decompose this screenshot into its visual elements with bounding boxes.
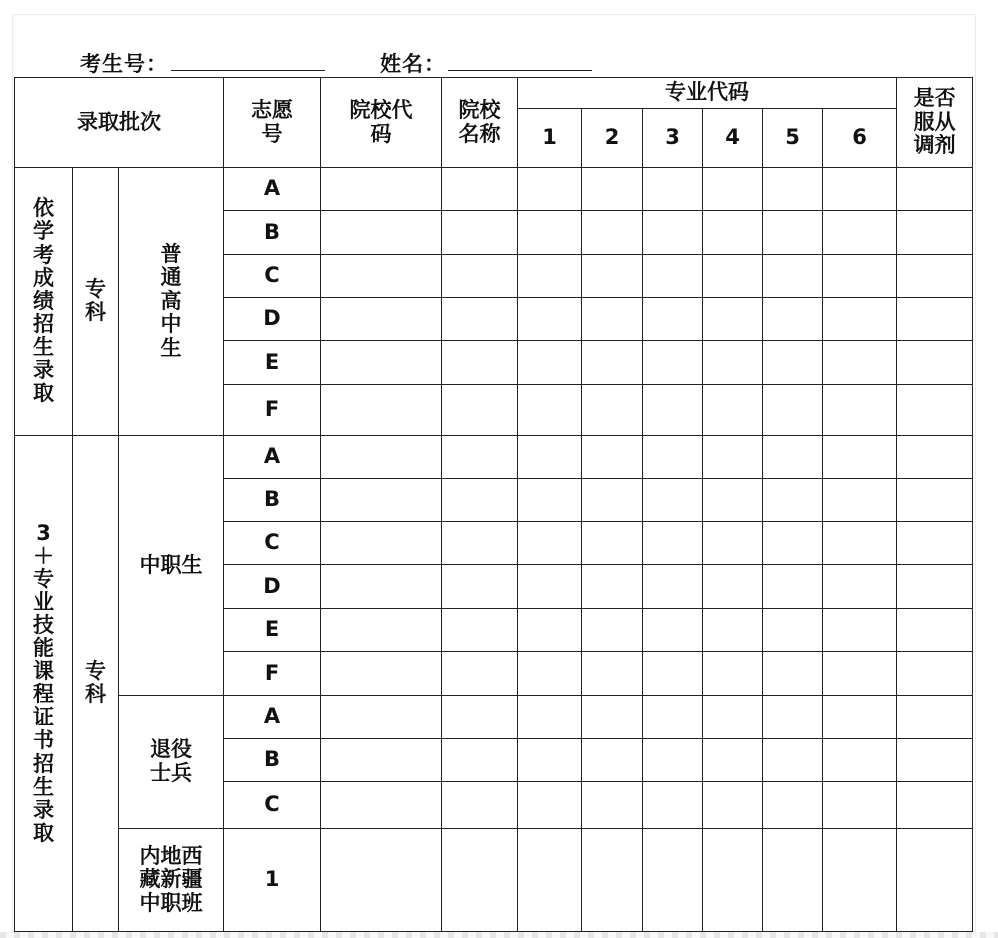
- input-cell[interactable]: [518, 652, 582, 696]
- major-col-2: 2: [582, 109, 643, 168]
- input-cell[interactable]: [823, 211, 897, 255]
- table-row: [15, 168, 973, 211]
- input-cell[interactable]: [321, 255, 442, 298]
- major-col-4: 4: [703, 109, 763, 168]
- wish-option-label: C: [224, 782, 321, 829]
- input-cell[interactable]: [823, 696, 897, 739]
- input-cell[interactable]: [321, 696, 442, 739]
- wish-option-label: B: [224, 479, 321, 522]
- input-cell[interactable]: [643, 739, 703, 782]
- wish-option-label: D: [224, 298, 321, 341]
- input-cell[interactable]: [703, 479, 763, 522]
- input-cell[interactable]: [763, 298, 823, 341]
- input-cell[interactable]: [643, 479, 703, 522]
- input-cell[interactable]: [321, 829, 442, 932]
- wish-option-label: B: [224, 211, 321, 255]
- input-cell[interactable]: [643, 168, 703, 211]
- header-major-codes: 专业代码: [518, 78, 897, 109]
- input-cell[interactable]: [763, 609, 823, 652]
- input-cell[interactable]: [442, 341, 518, 385]
- input-cell[interactable]: [897, 298, 973, 341]
- input-cell[interactable]: [763, 522, 823, 565]
- candidate-info-bar: [14, 44, 974, 76]
- candidate-no-field[interactable]: [171, 70, 325, 71]
- input-cell[interactable]: [703, 522, 763, 565]
- student-type-cell: 中职生: [119, 436, 224, 696]
- input-cell[interactable]: [582, 565, 643, 609]
- input-cell[interactable]: [897, 341, 973, 385]
- header-wish-no: 志愿号: [224, 78, 321, 168]
- table-row: [15, 436, 973, 479]
- input-cell[interactable]: [643, 829, 703, 932]
- input-cell[interactable]: [442, 782, 518, 829]
- input-cell[interactable]: [442, 436, 518, 479]
- input-cell[interactable]: [321, 341, 442, 385]
- input-cell[interactable]: [582, 211, 643, 255]
- input-cell[interactable]: [897, 782, 973, 829]
- input-cell[interactable]: [518, 782, 582, 829]
- major-col-6: 6: [823, 109, 897, 168]
- input-cell[interactable]: [518, 211, 582, 255]
- input-cell[interactable]: [582, 341, 643, 385]
- input-cell[interactable]: [518, 565, 582, 609]
- input-cell[interactable]: [442, 255, 518, 298]
- input-cell[interactable]: [442, 696, 518, 739]
- input-cell[interactable]: [703, 609, 763, 652]
- input-cell[interactable]: [442, 522, 518, 565]
- level-cell: 专科: [73, 436, 119, 932]
- input-cell[interactable]: [703, 385, 763, 436]
- input-cell[interactable]: [518, 255, 582, 298]
- input-cell[interactable]: [643, 696, 703, 739]
- input-cell[interactable]: [643, 341, 703, 385]
- input-cell[interactable]: [321, 385, 442, 436]
- major-col-5: 5: [763, 109, 823, 168]
- input-cell[interactable]: [582, 696, 643, 739]
- cut-off-text-strip: [0, 932, 998, 938]
- input-cell[interactable]: [823, 565, 897, 609]
- header-school-name: 院校名称: [442, 78, 518, 168]
- major-col-3: 3: [643, 109, 703, 168]
- input-cell[interactable]: [321, 609, 442, 652]
- wish-option-label: A: [224, 696, 321, 739]
- input-cell[interactable]: [321, 479, 442, 522]
- input-cell[interactable]: [823, 168, 897, 211]
- input-cell[interactable]: [442, 829, 518, 932]
- major-col-1: 1: [518, 109, 582, 168]
- input-cell[interactable]: [703, 436, 763, 479]
- input-cell[interactable]: [582, 385, 643, 436]
- input-cell[interactable]: [518, 436, 582, 479]
- input-cell[interactable]: [823, 479, 897, 522]
- input-cell[interactable]: [643, 436, 703, 479]
- input-cell[interactable]: [518, 298, 582, 341]
- input-cell[interactable]: [518, 829, 582, 932]
- input-cell[interactable]: [442, 298, 518, 341]
- input-cell[interactable]: [643, 522, 703, 565]
- input-cell[interactable]: [442, 565, 518, 609]
- input-cell[interactable]: [643, 211, 703, 255]
- category-cell: 3＋专业技能课程证书招生录取: [15, 436, 73, 932]
- input-cell[interactable]: [643, 565, 703, 609]
- wish-option-label: E: [224, 609, 321, 652]
- level-cell: 专科: [73, 168, 119, 436]
- input-cell[interactable]: [703, 255, 763, 298]
- input-cell[interactable]: [763, 829, 823, 932]
- input-cell[interactable]: [442, 168, 518, 211]
- name-field[interactable]: [448, 70, 592, 71]
- input-cell[interactable]: [518, 696, 582, 739]
- name-label: 姓名：: [380, 52, 446, 76]
- header-adjust: 是否服从调剂: [897, 78, 973, 168]
- wish-option-label: E: [224, 341, 321, 385]
- input-cell[interactable]: [763, 739, 823, 782]
- input-cell[interactable]: [643, 385, 703, 436]
- table-row: [15, 696, 973, 739]
- input-cell[interactable]: [321, 565, 442, 609]
- input-cell[interactable]: [643, 255, 703, 298]
- input-cell[interactable]: [582, 609, 643, 652]
- input-cell[interactable]: [321, 298, 442, 341]
- wish-option-label: F: [224, 652, 321, 696]
- wish-option-label: 1: [224, 829, 321, 932]
- input-cell[interactable]: [582, 829, 643, 932]
- input-cell[interactable]: [763, 255, 823, 298]
- input-cell[interactable]: [582, 436, 643, 479]
- input-cell[interactable]: [703, 211, 763, 255]
- input-cell[interactable]: [518, 522, 582, 565]
- header-school-code: 院校代码: [321, 78, 442, 168]
- input-cell[interactable]: [823, 829, 897, 932]
- input-cell[interactable]: [823, 652, 897, 696]
- input-cell[interactable]: [442, 609, 518, 652]
- input-cell[interactable]: [442, 652, 518, 696]
- input-cell[interactable]: [823, 436, 897, 479]
- input-cell[interactable]: [582, 479, 643, 522]
- input-cell[interactable]: [823, 609, 897, 652]
- input-cell[interactable]: [897, 652, 973, 696]
- header-batch: 录取批次: [15, 78, 224, 168]
- input-cell[interactable]: [582, 782, 643, 829]
- input-cell[interactable]: [897, 168, 973, 211]
- volunteer-form-table: [14, 77, 973, 932]
- input-cell[interactable]: [897, 436, 973, 479]
- input-cell[interactable]: [763, 696, 823, 739]
- input-cell[interactable]: [582, 168, 643, 211]
- input-cell[interactable]: [703, 829, 763, 932]
- wish-option-label: A: [224, 436, 321, 479]
- input-cell[interactable]: [897, 565, 973, 609]
- input-cell[interactable]: [897, 211, 973, 255]
- student-type-cell: 内地西藏新疆中职班: [119, 829, 224, 932]
- input-cell[interactable]: [582, 522, 643, 565]
- input-cell[interactable]: [897, 696, 973, 739]
- input-cell[interactable]: [703, 298, 763, 341]
- input-cell[interactable]: [763, 479, 823, 522]
- input-cell[interactable]: [321, 652, 442, 696]
- input-cell[interactable]: [703, 782, 763, 829]
- input-cell[interactable]: [518, 341, 582, 385]
- student-type-cell: 退役士兵: [119, 696, 224, 829]
- input-cell[interactable]: [442, 479, 518, 522]
- input-cell[interactable]: [582, 298, 643, 341]
- input-cell[interactable]: [703, 739, 763, 782]
- input-cell[interactable]: [763, 436, 823, 479]
- input-cell[interactable]: [321, 739, 442, 782]
- input-cell[interactable]: [897, 385, 973, 436]
- input-cell[interactable]: [582, 739, 643, 782]
- input-cell[interactable]: [823, 782, 897, 829]
- input-cell[interactable]: [643, 652, 703, 696]
- input-cell[interactable]: [897, 522, 973, 565]
- input-cell[interactable]: [643, 609, 703, 652]
- table-row: [15, 829, 973, 932]
- input-cell[interactable]: [823, 385, 897, 436]
- input-cell[interactable]: [897, 479, 973, 522]
- input-cell[interactable]: [703, 168, 763, 211]
- wish-option-label: B: [224, 739, 321, 782]
- input-cell[interactable]: [703, 341, 763, 385]
- wish-option-label: C: [224, 522, 321, 565]
- input-cell[interactable]: [518, 479, 582, 522]
- input-cell[interactable]: [321, 168, 442, 211]
- input-cell[interactable]: [897, 739, 973, 782]
- input-cell[interactable]: [897, 829, 973, 932]
- student-type-cell: 普通高中生: [119, 168, 224, 436]
- input-cell[interactable]: [823, 341, 897, 385]
- input-cell[interactable]: [703, 696, 763, 739]
- input-cell[interactable]: [823, 255, 897, 298]
- input-cell[interactable]: [703, 652, 763, 696]
- input-cell[interactable]: [518, 168, 582, 211]
- input-cell[interactable]: [321, 782, 442, 829]
- input-cell[interactable]: [582, 652, 643, 696]
- input-cell[interactable]: [518, 739, 582, 782]
- input-cell[interactable]: [643, 298, 703, 341]
- input-cell[interactable]: [763, 385, 823, 436]
- input-cell[interactable]: [823, 739, 897, 782]
- input-cell[interactable]: [897, 255, 973, 298]
- input-cell[interactable]: [518, 609, 582, 652]
- input-cell[interactable]: [321, 436, 442, 479]
- wish-option-label: F: [224, 385, 321, 436]
- candidate-no-label: 考生号：: [80, 52, 168, 76]
- input-cell[interactable]: [643, 782, 703, 829]
- input-cell[interactable]: [763, 652, 823, 696]
- input-cell[interactable]: [823, 522, 897, 565]
- input-cell[interactable]: [763, 341, 823, 385]
- input-cell[interactable]: [321, 522, 442, 565]
- input-cell[interactable]: [703, 565, 763, 609]
- input-cell[interactable]: [763, 782, 823, 829]
- input-cell[interactable]: [442, 739, 518, 782]
- category-cell: 依学考成绩招生录取: [15, 168, 73, 436]
- input-cell[interactable]: [897, 609, 973, 652]
- input-cell[interactable]: [518, 385, 582, 436]
- input-cell[interactable]: [763, 211, 823, 255]
- input-cell[interactable]: [763, 168, 823, 211]
- wish-option-label: C: [224, 255, 321, 298]
- input-cell[interactable]: [763, 565, 823, 609]
- input-cell[interactable]: [823, 298, 897, 341]
- wish-option-label: D: [224, 565, 321, 609]
- input-cell[interactable]: [321, 211, 442, 255]
- input-cell[interactable]: [442, 211, 518, 255]
- input-cell[interactable]: [582, 255, 643, 298]
- wish-option-label: A: [224, 168, 321, 211]
- input-cell[interactable]: [442, 385, 518, 436]
